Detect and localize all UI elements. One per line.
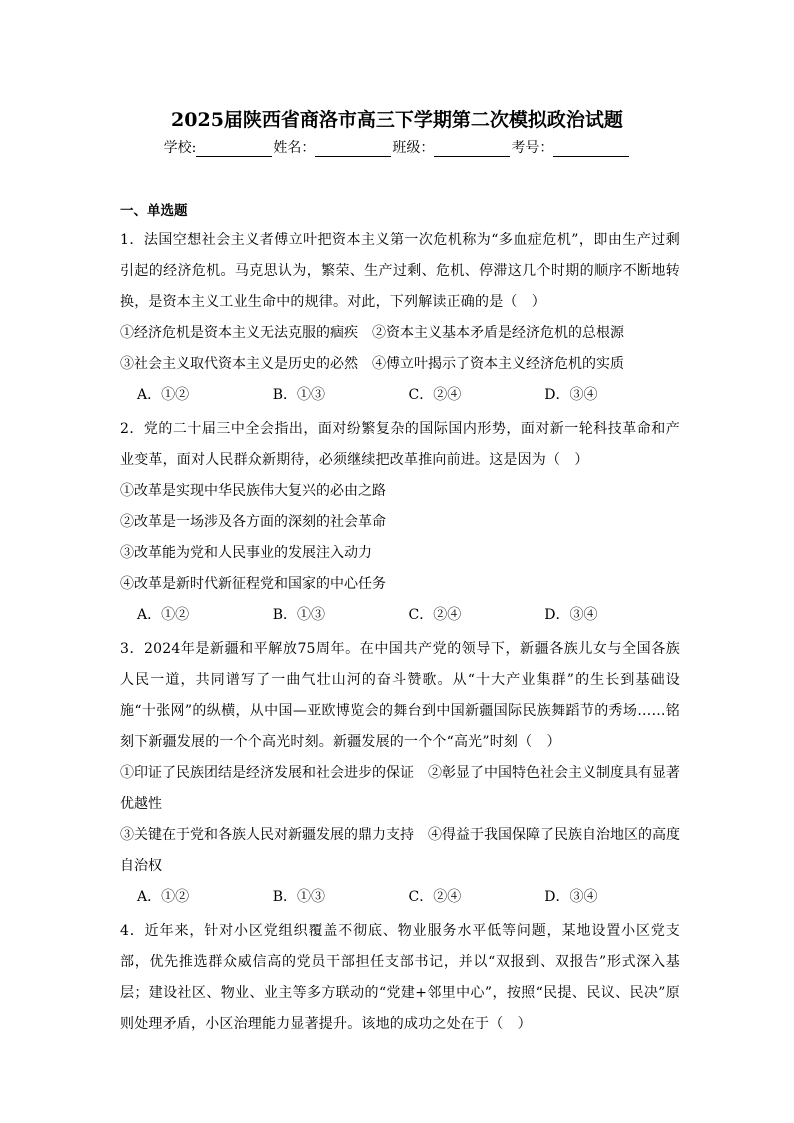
- class-blank: [434, 142, 510, 157]
- class-label: 班级：: [392, 140, 435, 156]
- choice-d: D．③④: [544, 387, 598, 403]
- options-3-4: ③关键在于党和各族人民对新疆发展的鼎力支持 ④得益于我国保障了民族自治地区的高度自治权: [120, 827, 680, 874]
- question-1-options-row-1: [120, 318, 680, 349]
- option-2: ②资本主义基本矛盾是经济危机的总根源: [372, 325, 624, 341]
- option-4: ④傅立叶揭示了资本主义经济危机的实质: [372, 356, 624, 372]
- choice-b: B．①③: [272, 387, 326, 403]
- option-1: ①经济危机是资本主义无法克服的痼疾: [120, 325, 358, 341]
- question-2-stem: 2．党的二十届三中全会指出，面对纷繁复杂的国际国内形势，面对新一轮科技革命和产业变革，面对人民群众新期待，必须继续把改革推向前进。这是因为（ ）: [120, 421, 680, 468]
- choice-b: B．①③: [272, 607, 326, 623]
- options-1-2: ①印证了民族团结是经济发展和社会进步的保证 ②彰显了中国特色社会主义制度具有显著优越性: [120, 765, 680, 812]
- school-label: 学校:: [163, 140, 197, 156]
- question-1: [120, 225, 680, 411]
- choice-a: A．①②: [137, 607, 190, 623]
- question-3: [120, 634, 680, 913]
- section-title: 一、单选题: [120, 203, 188, 219]
- name-label: 姓名：: [273, 140, 316, 156]
- option-4: ④改革是新时代新征程党和国家的中心任务: [120, 576, 386, 592]
- choice-d: D．③④: [544, 889, 598, 905]
- choice-d: D．③④: [544, 607, 598, 623]
- choice-a: A．①②: [137, 889, 190, 905]
- id-blank: [553, 142, 629, 157]
- choice-c: C．②④: [408, 889, 462, 905]
- choice-b: B．①③: [272, 889, 326, 905]
- question-4-stem: 4．近年来，针对小区党组织覆盖不彻底、物业服务水平低等问题，某地设置小区党支部，优先推选群众威信高的党员干部担任支部书记，并以“双报到、双报告”形式深入基层；建设社区、物业、业主等多方联动的“党建+邻里中心”，按照“民提、民议、民决”原则处理矛盾，小区治理能力显著提升。该地的成功之处在于（ ）: [120, 923, 680, 1032]
- option-2: ②改革是一场涉及各方面的深刻的社会革命: [120, 514, 386, 530]
- id-label: 考号：: [511, 140, 554, 156]
- question-2: [120, 414, 680, 631]
- question-4: [120, 916, 680, 1040]
- student-info-line: [0, 137, 794, 157]
- option-3: ③改革能为党和人民事业的发展注入动力: [120, 545, 372, 561]
- option-1: ①改革是实现中华民族伟大复兴的必由之路: [120, 483, 386, 499]
- question-1-stem: 1．法国空想社会主义者傅立叶把资本主义第一次危机称为“多血症危机”，即由生产过剩引起的经济危机。马克思认为，繁荣、生产过剩、危机、停滞这几个时期的顺序不断地转换，是资本主义工业生命中的规律。对此，下列解读正确的是（ ）: [120, 232, 680, 310]
- question-3-stem: 3．2024年是新疆和平解放75周年。在中国共产党的领导下，新疆各族儿女与全国各族人民一道，共同谱写了一曲气壮山河的奋斗赞歌。从“十大产业集群”的生长到基础设施“十张网”的纵横，从中国—亚欧博览会的舞台到中国新疆国际民族舞蹈节的秀场……铭刻下新疆发展的一个个高光时刻。新疆发展的一个个“高光”时刻（ ）: [120, 641, 680, 750]
- choice-c: C．②④: [408, 387, 462, 403]
- question-1-options-row-2: [120, 349, 680, 380]
- choice-c: C．②④: [408, 607, 462, 623]
- question-3-choices: [120, 882, 680, 913]
- option-3: ③社会主义取代资本主义是历史的必然: [120, 356, 358, 372]
- page-title: 2025届陕西省商洛市高三下学期第二次模拟政治试题: [171, 109, 623, 131]
- school-blank: [196, 142, 272, 157]
- choice-a: A．①②: [137, 387, 190, 403]
- name-blank: [315, 142, 391, 157]
- question-2-choices: [120, 600, 680, 631]
- question-1-choices: [120, 380, 680, 411]
- questions-content: [120, 201, 680, 1040]
